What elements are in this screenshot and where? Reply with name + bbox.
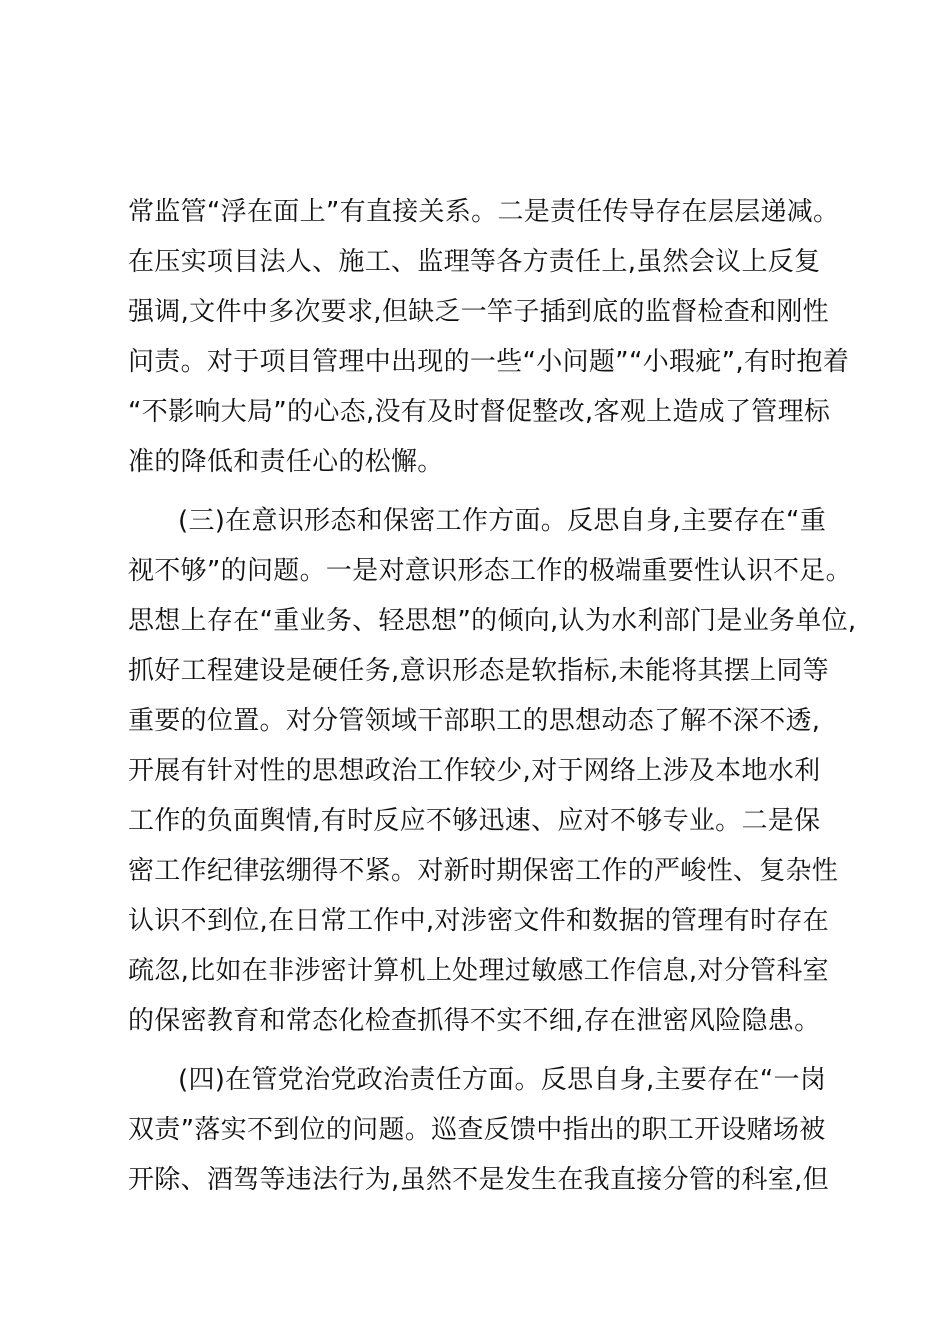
- text-line: 强调,文件中多次要求,但缺乏一竿子插到底的监督检查和刚性: [128, 297, 829, 327]
- text-line: 在压实项目法人、施工、监理等各方责任上,虽然会议上反复: [128, 247, 821, 277]
- text-line: 的保密教育和常态化检查抓得不实不细,存在泄密风险隐患。: [128, 1006, 821, 1036]
- text-line: 疏忽,比如在非涉密计算机上处理过敏感工作信息,对分管科室: [128, 956, 829, 986]
- text-line: 抓好工程建设是硬任务,意识形态是软指标,未能将其摆上同等: [128, 656, 829, 686]
- text-line: 认识不到位,在日常工作中,对涉密文件和数据的管理有时存在: [128, 906, 829, 936]
- text-line: 双责”落实不到位的问题。巡查反馈中指出的职工开设赌场被: [128, 1115, 826, 1145]
- text-line: 思想上存在“重业务、轻思想”的倾向,认为水利部门是业务单位,: [128, 606, 857, 636]
- text-line: 问责。对于项目管理中出现的一些“小问题”“小瑕疵”,有时抱着: [128, 347, 850, 377]
- text-line: 密工作纪律弦绷得不紧。对新时期保密工作的严峻性、复杂性: [128, 856, 839, 886]
- text-line: 视不够”的问题。一是对意识形态工作的极端重要性认识不足。: [128, 556, 852, 586]
- text-line: 准的降低和责任心的松懈。: [128, 447, 444, 477]
- section-heading-line: (四)在管党治党政治责任方面。反思自身,主要存在“一岗: [178, 1065, 827, 1095]
- section-heading-line: (三)在意识形态和保密工作方面。反思自身,主要存在“重: [178, 506, 827, 536]
- text-line: 开展有针对性的思想政治工作较少,对于网络上涉及本地水利: [128, 756, 821, 786]
- text-line: 常监管“浮在面上”有直接关系。二是责任传导存在层层递减。: [128, 197, 840, 227]
- text-line: 开除、酒驾等违法行为,虽然不是发生在我直接分管的科室,但: [128, 1165, 829, 1195]
- text-line: “不影响大局”的心态,没有及时督促整改,客观上造成了管理标: [128, 397, 831, 427]
- text-line: 工作的负面舆情,有时反应不够迅速、应对不够专业。二是保: [128, 806, 821, 836]
- text-line: 重要的位置。对分管领域干部职工的思想动态了解不深不透,: [128, 706, 821, 736]
